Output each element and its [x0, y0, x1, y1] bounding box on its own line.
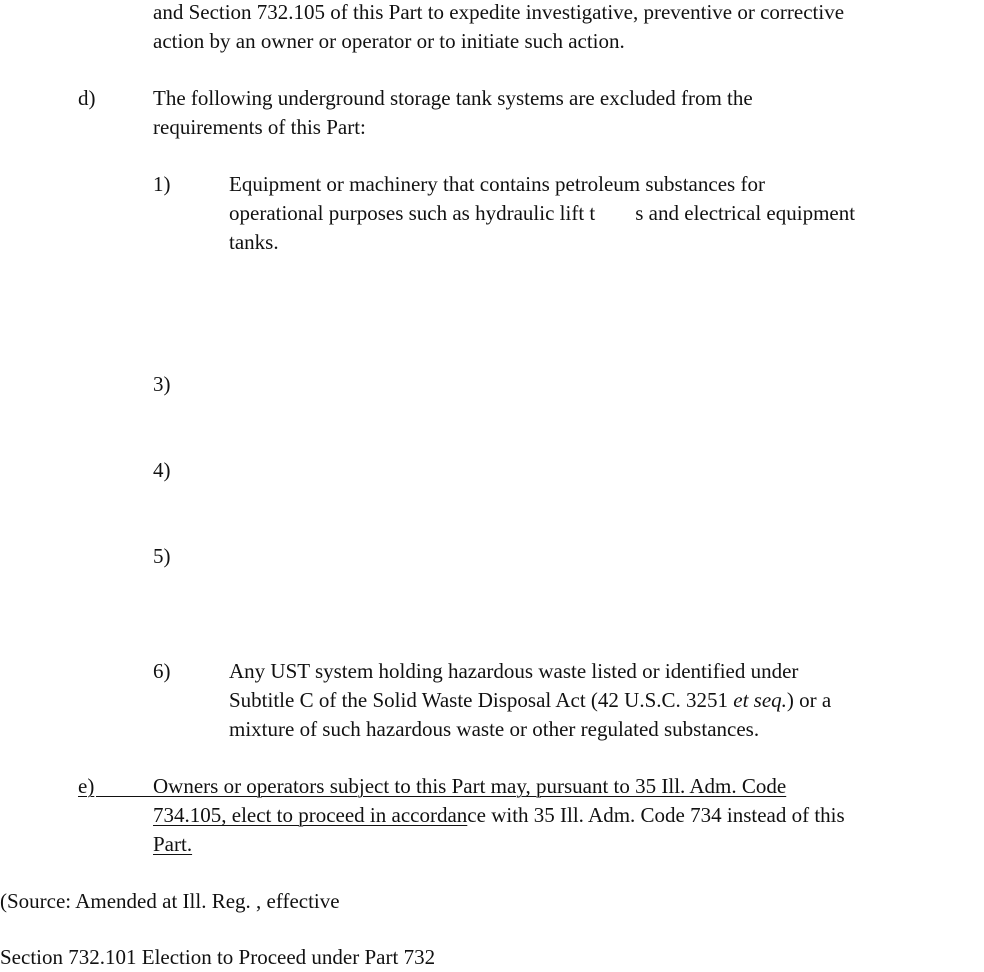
item-6-et-seq: et seq. [733, 688, 787, 712]
subsection-e-line-2-underlined: 734.105, elect to proceed in accordan [153, 803, 468, 827]
intro-line-1: and Section 732.105 of this Part to expedite investigative, preventive or corrective [153, 0, 845, 24]
item-1-line-2a: operational purposes such as hydraulic lift t [229, 201, 596, 225]
item-1-label: 1) [153, 172, 171, 196]
section-heading: Section 732.101 Election to Proceed under Part 732 [0, 945, 436, 969]
item-3-label: 3) [153, 372, 171, 396]
item-6-line-3: mixture of such hazardous waste or other regulated substances. [229, 717, 760, 741]
subsection-e-label: e) [78, 774, 95, 798]
subsection-e-line-2 [153, 801, 845, 830]
item-4-label: 4) [153, 458, 171, 482]
subsection-e-line-2-rest: ce with 35 Ill. Adm. Code 734 instead of this [467, 803, 845, 827]
subsection-d-line-2: requirements of this Part: [153, 115, 366, 139]
item-1-line-2 [229, 199, 855, 228]
item-6-line-2 [229, 686, 831, 715]
intro-line-2: action by an owner or operator or to initiate such action. [153, 29, 625, 53]
subsection-e-label-underline [96, 796, 153, 797]
item-5-label: 5) [153, 544, 171, 568]
item-6-line-2a: Subtitle C of the Solid Waste Disposal Act (42 U.S.C. 3251 [229, 688, 734, 712]
source-note: (Source: Amended at Ill. Reg. , effective [0, 889, 340, 913]
item-1-line-2b: s and electrical equipment [635, 201, 856, 225]
item-6-label: 6) [153, 659, 171, 683]
subsection-d-line-1: The following underground storage tank systems are excluded from the [153, 86, 753, 110]
item-6-line-1: Any UST system holding hazardous waste listed or identified under [229, 659, 799, 683]
item-6-line-2b: ) or a [786, 688, 832, 712]
item-1-line-1: Equipment or machinery that contains petroleum substances for [229, 172, 765, 196]
subsection-e-line-3: Part. [153, 832, 193, 856]
item-1-line-3: tanks. [229, 230, 279, 254]
subsection-d-label: d) [78, 86, 96, 110]
subsection-e-line-1: Owners or operators subject to this Part may, pursuant to 35 Ill. Adm. Code [153, 774, 787, 798]
